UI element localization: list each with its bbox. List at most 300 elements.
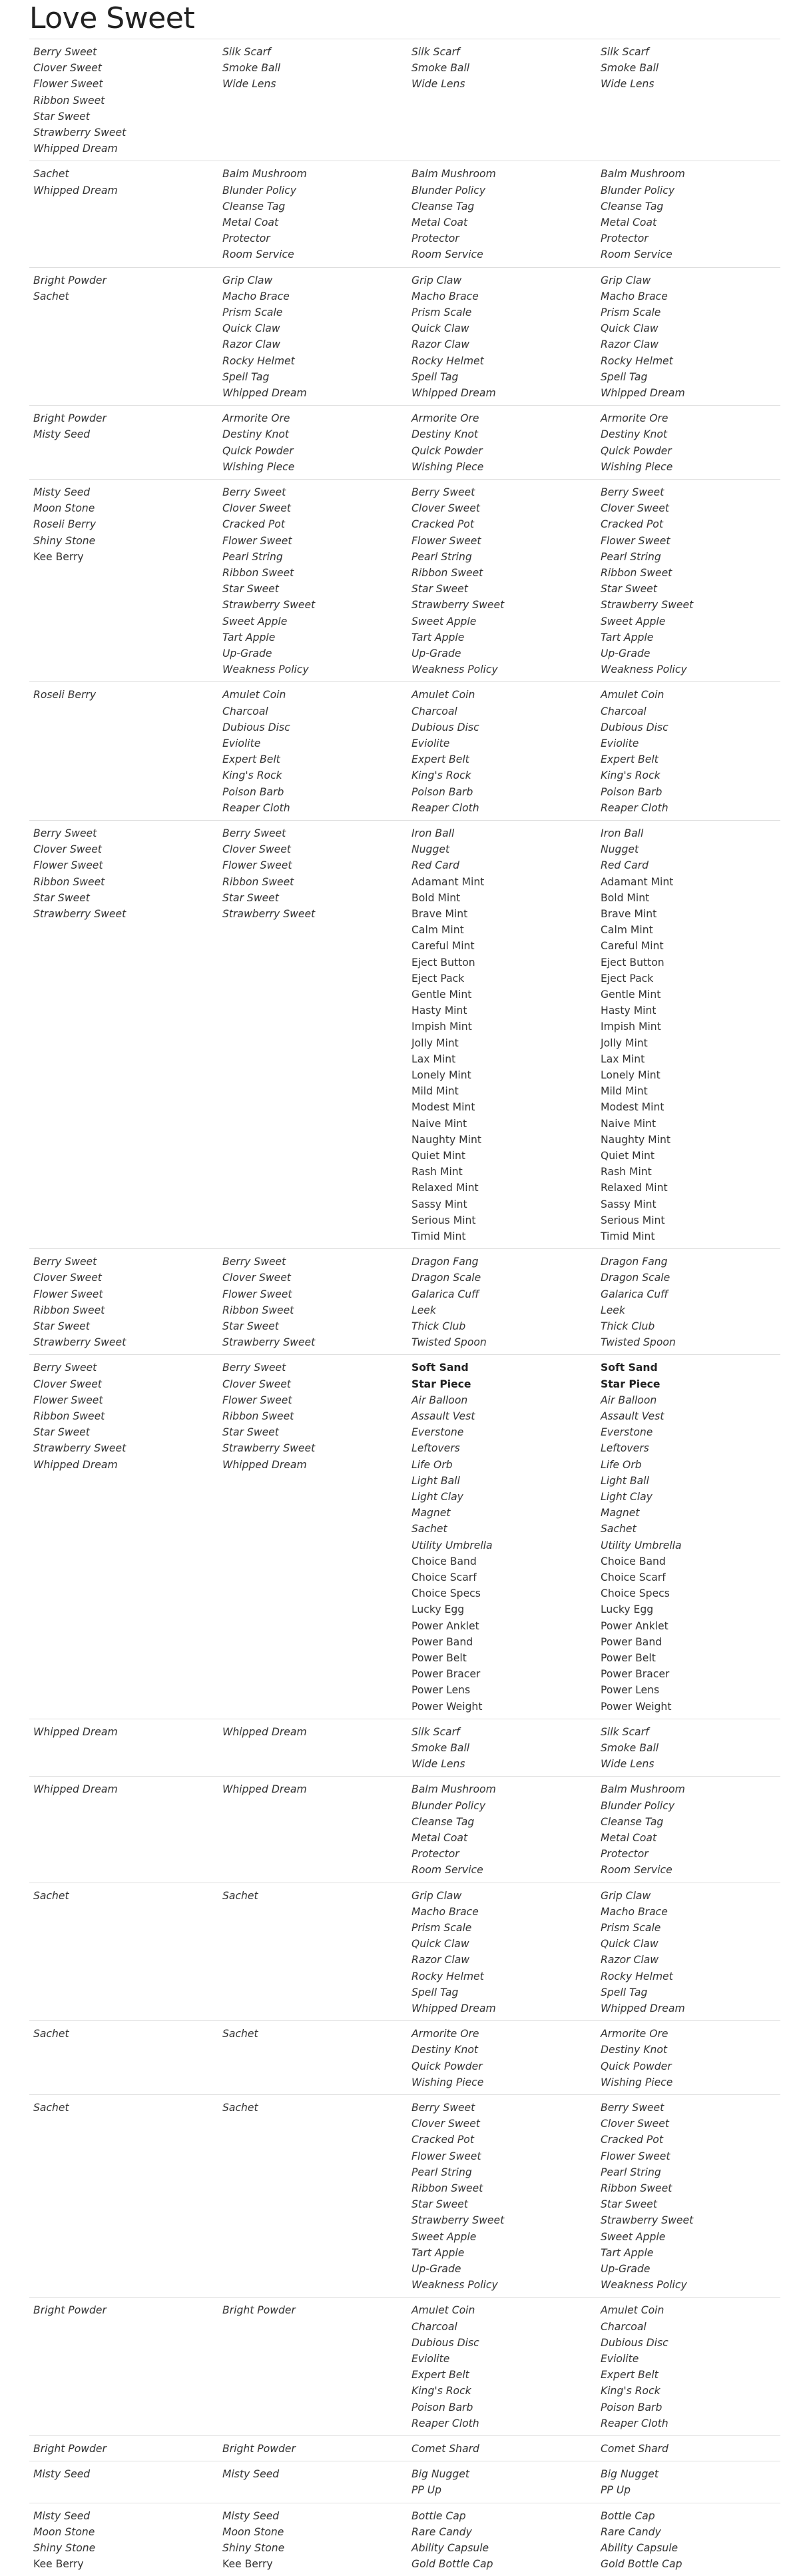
table-cell [222,825,315,922]
table-cell [222,2100,258,2116]
item-name: Ribbon Sweet [411,2182,483,2195]
item-name: Dragon Scale [601,1272,670,1284]
item-name: Reaper Cloth [411,801,479,814]
item-name: Sachet [33,1889,69,1902]
item-name: Sachet [222,1889,258,1902]
item-name: Clover Sweet [222,1272,291,1284]
item-name: Shiny Stone [222,2542,285,2554]
item-name: Flower Sweet [411,534,481,547]
item-name: Calm Mint [411,924,464,937]
item-name: Poison Barb [601,2401,663,2413]
item-name: Rocky Helmet [601,354,673,367]
item-name: Power Band [601,1635,663,1648]
item-name: Sassy Mint [601,1198,657,1210]
item-name: Balm Mushroom [601,1783,685,1796]
item-name: Misty Seed [222,2509,280,2522]
item-name: Modest Mint [601,1101,665,1114]
item-name: Serious Mint [601,1214,665,1226]
item-name: Assault Vest [411,1410,475,1422]
item-name: Kee Berry [33,2558,84,2571]
item-name: Bright Powder [33,2443,107,2455]
table-cell [411,44,469,93]
item-name: Sachet [33,290,69,302]
item-name: Quick Claw [411,322,469,335]
item-name: Star Sweet [601,583,657,596]
item-name: Tart Apple [411,631,465,644]
table-cell [33,2302,107,2318]
item-name: Shiny Stone [33,534,96,547]
item-name: Quiet Mint [601,1150,655,1162]
item-name: Dubious Disc [601,721,668,733]
item-name: Pearl String [222,550,283,563]
item-name: Spell Tag [601,370,648,383]
item-name: Bold Mint [601,891,650,904]
item-name: Star Sweet [222,583,279,596]
item-name: Star Sweet [222,1320,279,1332]
item-name: Light Ball [601,1474,649,1487]
item-name: Macho Brace [222,290,290,302]
item-name: Star Sweet [601,2198,657,2211]
item-name: Prism Scale [601,306,661,318]
item-name: Eject Button [601,956,665,969]
item-name: Adamant Mint [411,875,485,888]
item-name: Berry Sweet [222,486,286,498]
item-name: Razor Claw [601,338,659,351]
item-name: Berry Sweet [411,486,475,498]
table-cell [33,410,107,442]
item-name: Balm Mushroom [411,1783,496,1796]
table-row [29,820,780,1248]
item-name: Mild Mint [411,1085,459,1098]
table-row [29,1776,780,1882]
item-name: Eject Button [411,956,475,969]
table-cell [222,44,280,93]
item-name: Expert Belt [601,2369,659,2381]
item-name: Quick Claw [601,1938,659,1950]
item-name: Up-Grade [601,2263,651,2276]
item-name: Sachet [411,1523,447,1535]
item-name: Ribbon Sweet [601,567,672,580]
item-name: Whipped Dream [411,387,496,400]
item-name: Strawberry Sweet [601,599,694,612]
item-name: Amulet Coin [411,689,475,701]
item-name: Quick Claw [222,322,280,335]
item-name: Quick Claw [601,322,659,335]
item-name: Balm Mushroom [601,168,685,181]
table-cell [601,44,659,93]
item-name: Eviolite [601,737,639,749]
item-name: Ribbon Sweet [33,94,105,107]
item-name: Whipped Dream [33,184,118,197]
item-name: Bright Powder [222,2443,296,2455]
table-cell [601,166,685,262]
item-name: Grip Claw [601,274,651,286]
item-name: Flower Sweet [222,1394,292,1406]
item-name: Power Anklet [601,1619,668,1632]
item-name: PP Up [411,2484,442,2497]
item-name: Life Orb [601,1458,642,1471]
item-name: Hasty Mint [601,1005,657,1017]
table-cell [33,44,126,157]
item-name: Bright Powder [33,412,107,425]
item-name: Up-Grade [411,647,461,660]
item-name: Flower Sweet [222,1288,292,1300]
table-cell [33,2441,107,2457]
item-name: Expert Belt [601,753,659,766]
item-name: Expert Belt [222,753,280,766]
item-name: Amulet Coin [411,2304,475,2317]
item-name: Flower Sweet [33,1288,103,1300]
table-cell [33,2026,69,2042]
item-name: Tart Apple [411,2246,465,2259]
item-name: Power Bracer [411,1668,481,1681]
table-row [29,1354,780,1718]
item-name: Power Band [411,1635,473,1648]
item-name: Wishing Piece [411,2076,484,2088]
table-row [29,1719,780,1777]
item-name: Ribbon Sweet [222,875,294,888]
item-name: Sweet Apple [411,2230,477,2243]
item-name: Wide Lens [601,1758,655,1771]
item-name: Power Belt [601,1652,656,1665]
table-cell [222,2302,296,2318]
item-name: Blunder Policy [411,184,486,197]
item-name: Sachet [601,1523,637,1535]
item-name: Gentle Mint [601,989,661,1001]
item-name: Twisted Spoon [601,1336,676,1349]
item-name: Quick Powder [222,444,294,457]
item-name: Room Service [411,248,483,261]
item-name: Air Balloon [411,1394,468,1406]
item-name: Dragon Fang [411,1256,479,1268]
item-name: Strawberry Sweet [33,1442,127,1455]
item-name: Armorite Ore [411,2028,479,2040]
item-name: Brave Mint [601,908,657,921]
item-name: Ribbon Sweet [222,567,294,580]
item-name: Silk Scarf [222,46,271,58]
item-name: Metal Coat [601,1832,657,1844]
table-row [29,2503,780,2576]
item-name: Berry Sweet [33,1362,97,1374]
item-name: Reaper Cloth [601,801,668,814]
item-name: Careful Mint [411,940,475,953]
item-name: Cracked Pot [411,2134,474,2146]
table-cell [222,1254,315,1350]
item-name: Whipped Dream [33,143,118,155]
item-name: Gold Bottle Cap [601,2558,682,2571]
item-name: Everstone [601,1426,653,1439]
item-name: Strawberry Sweet [601,2214,694,2227]
table-cell [411,1781,496,1878]
item-name: Naughty Mint [411,1133,481,1146]
item-name: Smoke Ball [411,1742,470,1754]
item-name: Berry Sweet [33,46,97,58]
item-name: Rocky Helmet [222,354,295,367]
item-name: Star Sweet [33,1320,90,1332]
table-cell [222,2026,258,2042]
item-name: Eject Pack [601,972,654,985]
item-name: Power Anklet [411,1619,479,1632]
item-name: Power Weight [601,1700,672,1713]
item-name: Shiny Stone [33,2542,96,2554]
item-name: Power Weight [411,1700,483,1713]
item-name: Sweet Apple [601,2230,666,2243]
item-name: Sachet [33,2028,69,2040]
item-name: Flower Sweet [601,534,670,547]
item-name: Bright Powder [33,2304,107,2317]
item-name: Everstone [411,1426,464,1439]
item-name: Cleanse Tag [601,200,664,213]
item-name: Ribbon Sweet [222,1304,294,1316]
item-name: Razor Claw [411,338,470,351]
table-cell [222,166,307,262]
table-cell [33,1360,126,1472]
item-name: Nugget [411,843,450,856]
item-name: Weakness Policy [411,2279,498,2292]
table-cell [222,1360,315,1472]
item-name: Pearl String [411,2166,472,2178]
item-name: Misty Seed [33,428,91,441]
table-cell [411,2466,469,2498]
table-cell [601,1360,682,1714]
item-name: Charcoal [411,705,457,717]
item-name: Lonely Mint [411,1069,471,1082]
table-cell [601,2466,659,2498]
item-name: Protector [601,1848,649,1861]
item-name: Wishing Piece [601,460,673,473]
item-name: Rash Mint [601,1166,652,1178]
item-name: Gentle Mint [411,989,472,1001]
item-name: Choice Scarf [601,1571,666,1584]
item-name: Red Card [411,859,460,872]
item-name: Expert Belt [411,2369,469,2381]
item-name: Cracked Pot [601,518,663,531]
item-name: Air Balloon [601,1394,657,1406]
item-name: Clover Sweet [33,1272,102,1284]
item-name: Leek [601,1304,625,1316]
table-cell [411,1360,493,1714]
item-name: Destiny Knot [411,428,479,441]
item-name: Cleanse Tag [411,1815,475,1828]
item-name: Magnet [601,1507,640,1519]
item-name: Prism Scale [411,306,472,318]
table-cell [601,272,685,402]
item-name: Strawberry Sweet [222,908,316,921]
item-name: Leftovers [411,1442,460,1455]
item-name: Bright Powder [33,274,107,286]
item-name: Choice Scarf [411,1571,477,1584]
item-name: Sachet [222,2102,258,2114]
item-name: Naughty Mint [601,1133,670,1146]
item-name: Naive Mint [411,1117,467,1130]
item-name: Charcoal [222,705,268,717]
item-name: Power Lens [411,1684,471,1697]
item-name: Magnet [411,1507,451,1519]
item-name: Choice Band [411,1555,477,1567]
item-name: Bottle Cap [411,2509,466,2522]
item-name: Protector [411,232,459,245]
item-name: Life Orb [411,1458,453,1471]
table-row [29,267,780,406]
item-name: Light Clay [411,1491,463,1503]
table-cell [33,1888,69,1904]
item-name: Serious Mint [411,1214,476,1226]
item-name: Razor Claw [222,338,281,351]
table-cell [411,1724,469,1773]
table-cell [411,2026,483,2090]
item-name: Weakness Policy [601,663,687,676]
item-name: Clover Sweet [33,1378,102,1390]
item-name: Bold Mint [411,891,461,904]
item-name: Eviolite [411,2353,450,2365]
item-name: Up-Grade [411,2263,461,2276]
item-name: Weakness Policy [411,663,498,676]
item-name: Light Clay [601,1491,653,1503]
item-name: Silk Scarf [411,1725,460,1738]
item-name: Dubious Disc [411,721,479,733]
item-name: Whipped Dream [222,1725,307,1738]
page-title: Love Sweet [29,1,195,35]
item-name: Flower Sweet [411,2150,481,2162]
item-name: Mild Mint [601,1085,648,1098]
item-name: Red Card [601,859,649,872]
item-name: Impish Mint [411,1021,472,1033]
item-name: Eject Pack [411,972,465,985]
table-cell [33,1781,118,1797]
item-name: Berry Sweet [601,2102,665,2114]
item-name: Star Piece [601,1378,661,1390]
item-name: Big Nugget [601,2468,659,2481]
item-name: Utility Umbrella [411,1539,493,1551]
item-name: Dubious Disc [222,721,290,733]
item-name: Poison Barb [222,785,284,798]
item-name: Whipped Dream [411,2002,496,2015]
table-row [29,2461,780,2502]
item-name: Ribbon Sweet [33,1410,105,1422]
item-name: Thick Club [411,1320,466,1332]
item-name: Choice Band [601,1555,666,1567]
item-name: Whipped Dream [222,387,307,400]
table-cell [222,687,290,816]
item-name: Clover Sweet [222,1378,291,1390]
item-name: Whipped Dream [33,1458,118,1471]
item-name: Armorite Ore [411,412,479,425]
item-name: Room Service [601,1864,672,1877]
item-name: Star Sweet [222,891,279,904]
item-name: Clover Sweet [411,502,480,515]
item-name: Wishing Piece [222,460,295,473]
item-name: Metal Coat [411,216,468,228]
table-cell [33,2508,95,2573]
table-cell [601,2026,672,2090]
table-cell [601,2302,668,2431]
item-name: Eviolite [601,2353,639,2365]
item-name: Dragon Scale [411,1272,481,1284]
item-name: Thick Club [601,1320,655,1332]
item-name: Wide Lens [411,78,465,91]
item-name: Power Belt [411,1652,467,1665]
item-name: Strawberry Sweet [411,599,505,612]
item-name: Lonely Mint [601,1069,661,1082]
item-name: Spell Tag [222,370,270,383]
item-name: Rare Candy [411,2525,472,2538]
item-name: Lucky Egg [601,1603,654,1616]
item-name: Razor Claw [601,1954,659,1966]
item-name: Ribbon Sweet [411,567,483,580]
item-name: Destiny Knot [601,428,668,441]
item-name: Whipped Dream [222,1458,307,1471]
item-name: Charcoal [601,2320,647,2333]
item-name: Expert Belt [411,753,469,766]
item-name: Whipped Dream [601,2002,685,2015]
item-name: Cleanse Tag [222,200,286,213]
item-name: Ribbon Sweet [33,1304,105,1316]
item-name: Moon Stone [33,2525,95,2538]
item-name: King's Rock [222,769,282,782]
item-name: Galarica Cuff [411,1288,479,1300]
item-name: King's Rock [601,2385,661,2397]
table-cell [411,687,479,816]
table-cell [411,272,496,402]
item-name: Modest Mint [411,1101,475,1114]
item-name: Jolly Mint [411,1037,459,1049]
item-name: Leftovers [601,1442,649,1455]
table-cell [601,410,672,475]
item-name: Charcoal [601,705,647,717]
item-name: Pearl String [601,2166,661,2178]
item-name: Tart Apple [222,631,276,644]
item-name: Bright Powder [222,2304,296,2317]
item-name: Protector [601,232,649,245]
item-name: Choice Specs [411,1587,481,1600]
item-name: Relaxed Mint [411,1182,479,1194]
item-name: Roseli Berry [33,689,97,701]
table-cell [601,2508,682,2573]
item-name: Dubious Disc [411,2336,479,2349]
item-name: Cracked Pot [222,518,285,531]
item-name: Silk Scarf [601,46,649,58]
item-name: Ribbon Sweet [222,1410,294,1422]
item-name: Flower Sweet [33,859,103,872]
item-name: Blunder Policy [411,1799,486,1812]
item-name: Grip Claw [222,274,273,286]
item-name: Calm Mint [601,924,653,937]
item-name: Timid Mint [411,1230,466,1243]
table-row [29,2435,780,2461]
item-name: Flower Sweet [222,534,292,547]
table-cell [33,2466,90,2482]
item-name: Sweet Apple [222,615,288,628]
item-name: Amulet Coin [222,689,286,701]
item-name: Metal Coat [411,1832,468,1844]
item-name: Hasty Mint [411,1005,467,1017]
item-name: Razor Claw [411,1954,470,1966]
table-cell [411,1254,487,1350]
table-cell [33,687,96,703]
item-name: Ribbon Sweet [601,2182,672,2195]
item-name: Smoke Ball [601,1742,659,1754]
item-name: Moon Stone [33,502,95,515]
table-row [29,2020,780,2094]
item-name: Metal Coat [222,216,279,228]
item-name: Silk Scarf [601,1725,649,1738]
item-name: Timid Mint [601,1230,655,1243]
item-name: Berry Sweet [601,486,665,498]
item-name: Whipped Dream [33,1725,118,1738]
item-name: Quick Claw [411,1938,469,1950]
item-name: Lax Mint [601,1053,645,1065]
item-name: Smoke Ball [222,62,281,75]
